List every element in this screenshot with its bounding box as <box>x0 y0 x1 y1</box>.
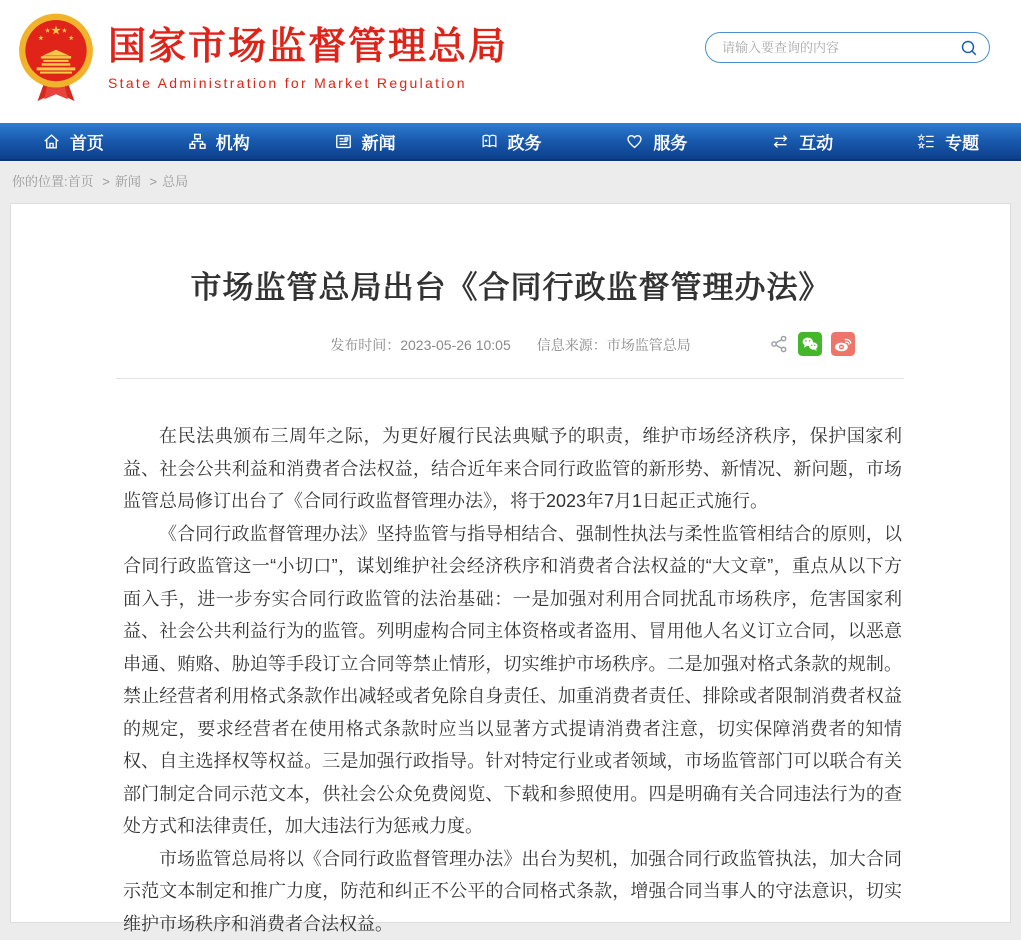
search-input[interactable] <box>720 39 957 56</box>
article-panel <box>10 203 1011 923</box>
weibo-icon <box>831 332 855 356</box>
article-meta <box>11 332 1010 358</box>
share-wechat-button[interactable] <box>798 332 822 356</box>
nav-item-label: 政务 <box>508 129 542 154</box>
nav-item-news[interactable] <box>292 123 438 159</box>
breadcrumb-link-home[interactable]: 首页 <box>68 174 94 189</box>
newspaper-icon <box>334 132 353 151</box>
nav-item-government[interactable] <box>438 123 584 159</box>
share-weibo-button[interactable] <box>831 332 855 356</box>
breadcrumb-separator: > <box>102 174 110 189</box>
heart-icon <box>625 132 644 151</box>
nav-item-services[interactable] <box>583 123 729 159</box>
breadcrumb-current: 总局 <box>162 174 188 189</box>
search-box <box>705 32 990 63</box>
article-meta-text <box>330 337 691 353</box>
nav-item-orgs[interactable] <box>146 123 292 159</box>
main-nav <box>0 123 1021 161</box>
nav-item-label: 互动 <box>799 129 833 154</box>
nav-item-label: 专题 <box>945 129 979 154</box>
home-icon <box>42 132 61 151</box>
publish-time-value: 2023-05-26 10:05 <box>400 337 511 353</box>
share-button[interactable] <box>769 334 789 354</box>
breadcrumb <box>0 161 1021 203</box>
source-value: 市场监管总局 <box>607 337 691 353</box>
site-title-en: State Administration for Market Regulation <box>108 75 508 91</box>
nav-item-interaction[interactable] <box>729 123 875 159</box>
search-icon <box>959 38 979 58</box>
breadcrumb-link-news[interactable]: 新闻 <box>115 174 141 189</box>
divider <box>116 378 904 379</box>
share-nodes-icon <box>769 334 789 354</box>
star-list-icon <box>917 132 936 151</box>
nav-item-topics[interactable] <box>875 123 1021 159</box>
site-logo-link[interactable] <box>14 12 508 106</box>
nav-item-label: 服务 <box>653 129 687 154</box>
paragraph-2: 《合同行政监督管理办法》坚持监管与指导相结合、强制性执法与柔性监管相结合的原则，以合同行政监管这一“小切口”，谋划维护社会经济秩序和消费者合法权益的“大文章”，重点从以下方面入手，进一步夯实合同行政监管的法治基础：一是加强对利用合同扰乱市场秩序，危害国家利益、社会公共利益行为的监管。列明虚构合同主体资格或者盗用、冒用他人名义订立合同，以恶意串通、贿赂、胁迫等手段订立合同等禁止情形，切实维护市场秩序。二是加强对格式条款的规制。禁止经营者利用格式条款作出减轻或者免除自身责任、加重消费者责任、排除或者限制消费者权益的规定，要求经营者在使用格式条款时应当以显著方式提请消费者注意，切实保障消费者的知情权、自主选择权等权益。三是加强行政指导。针对特定行业或者领域，市场监管部门可以联合有关部门制定合同示范文本，供社会公众免费阅览、下载和参照使用。四是明确有关合同违法行为的查处方式和法律责任，加大违法行为惩戒力度。 <box>123 518 902 843</box>
nav-item-label: 新闻 <box>362 129 396 154</box>
article-title: 市场监管总局出台《合同行政监督管理办法》 <box>71 262 950 307</box>
breadcrumb-separator: > <box>150 174 158 189</box>
nav-item-label: 机构 <box>216 129 250 154</box>
wechat-icon <box>798 332 822 356</box>
site-title-cn: 国家市场监督管理总局 <box>108 27 508 69</box>
exchange-arrows-icon <box>771 132 790 151</box>
sitemap-icon <box>188 132 207 151</box>
share-buttons <box>769 332 855 356</box>
gov-book-icon <box>480 132 499 151</box>
search-button[interactable] <box>957 36 981 60</box>
source-label: 信息来源： <box>537 337 607 353</box>
nav-item-label: 首页 <box>70 129 104 154</box>
breadcrumb-prefix: 你的位置: <box>12 174 68 189</box>
nav-item-home[interactable] <box>0 123 146 159</box>
article-body <box>123 420 902 940</box>
paragraph-3: 市场监管总局将以《合同行政监督管理办法》出台为契机，加强合同行政监管执法，加大合同示范文本制定和推广力度，防范和纠正不公平的合同格式条款，增强合同当事人的守法意识，切实维护市场秩序和消费者合法权益。 <box>123 843 902 940</box>
site-header <box>0 0 1021 123</box>
brand-text <box>108 27 508 92</box>
paragraph-1: 在民法典颁布三周年之际，为更好履行民法典赋予的职责，维护市场经济秩序，保护国家利益、社会公共利益和消费者合法权益，结合近年来合同行政监管的新形势、新情况、新问题，市场监管总局修订出台了《合同行政监督管理办法》，将于2023年7月1日起正式施行。 <box>123 420 902 518</box>
publish-time-label: 发布时间： <box>330 337 400 353</box>
national-emblem-icon <box>14 12 98 106</box>
